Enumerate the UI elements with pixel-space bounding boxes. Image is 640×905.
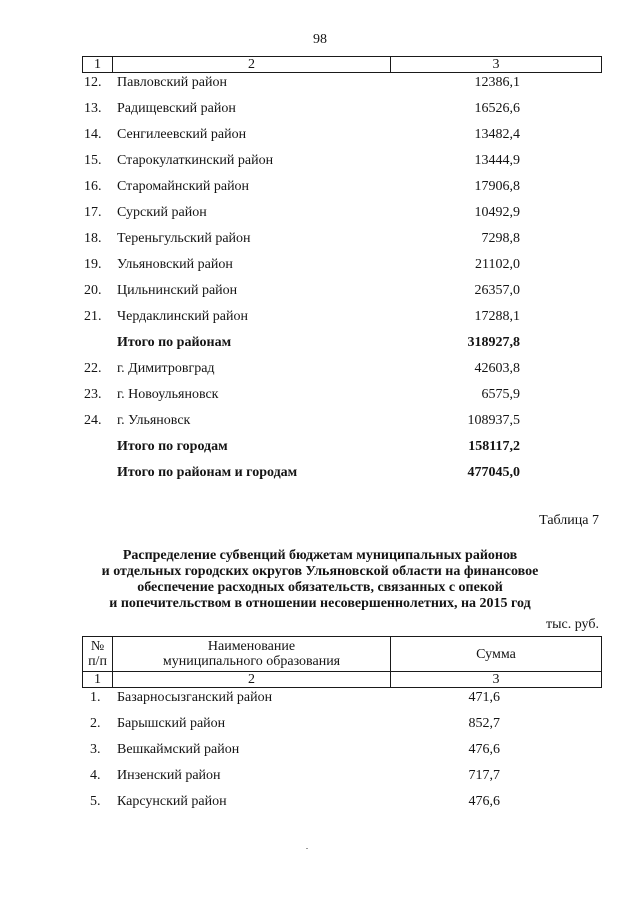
table-row bbox=[0, 716, 640, 736]
row-name: Карсунский район bbox=[117, 794, 227, 809]
row-number: 4. bbox=[90, 768, 101, 783]
table6-col-2: 2 bbox=[113, 57, 391, 72]
table-row bbox=[0, 127, 640, 147]
title-line: Распределение субвенций бюджетам муниципальных районов bbox=[122, 548, 518, 563]
row-name: Павловский район bbox=[117, 75, 227, 90]
table-row bbox=[0, 413, 640, 433]
row-name: Сурский район bbox=[117, 205, 207, 220]
row-number: 1. bbox=[90, 690, 101, 705]
header-number-line1: № bbox=[90, 639, 105, 654]
row-value: 13482,4 bbox=[474, 127, 520, 142]
row-name: Вешкаймский район bbox=[117, 742, 240, 757]
header-sum-column bbox=[391, 637, 601, 671]
row-number: 19. bbox=[84, 257, 102, 272]
table-row bbox=[0, 153, 640, 173]
total-row bbox=[0, 335, 640, 355]
header-sum: Сумма bbox=[476, 646, 516, 662]
row-number: 12. bbox=[84, 75, 102, 90]
row-value: 6575,9 bbox=[481, 387, 520, 402]
row-number: 20. bbox=[84, 283, 102, 298]
row-name: Итого по городам bbox=[117, 439, 228, 454]
row-value: 471,6 bbox=[468, 690, 500, 705]
row-value: 17906,8 bbox=[474, 179, 520, 194]
table-row bbox=[0, 387, 640, 407]
table7-title bbox=[60, 548, 580, 612]
row-name: Чердаклинский район bbox=[117, 309, 248, 324]
total-row bbox=[0, 439, 640, 459]
table-label: Таблица 7 bbox=[539, 513, 599, 528]
row-number: 18. bbox=[84, 231, 102, 246]
row-value: 26357,0 bbox=[474, 283, 520, 298]
table-row bbox=[0, 794, 640, 814]
row-name: г. Ульяновск bbox=[117, 413, 191, 428]
row-number: 24. bbox=[84, 413, 102, 428]
table-row bbox=[0, 690, 640, 710]
row-name: Итого по районам и городам bbox=[117, 465, 298, 480]
header-number-column bbox=[83, 637, 113, 671]
row-number: 23. bbox=[84, 387, 102, 402]
header-name-line2: муниципального образования bbox=[162, 654, 341, 669]
title-line: обеспечение расходных обязательств, связанных с опекой bbox=[137, 580, 503, 595]
row-value: 7298,8 bbox=[481, 231, 520, 246]
row-value: 17288,1 bbox=[474, 309, 520, 324]
row-name: Барышский район bbox=[117, 716, 226, 731]
row-value: 10492,9 bbox=[474, 205, 520, 220]
table6-column-header bbox=[82, 56, 602, 73]
row-number: 16. bbox=[84, 179, 102, 194]
row-name: Старомайнский район bbox=[117, 179, 250, 194]
table7-col-3: 3 bbox=[492, 672, 500, 687]
row-number: 14. bbox=[84, 127, 102, 142]
row-value: 476,6 bbox=[468, 794, 500, 809]
row-value: 13444,9 bbox=[474, 153, 520, 168]
header-name-column bbox=[113, 637, 391, 671]
title-line: и отдельных городских округов Ульяновской области на финансовое bbox=[101, 564, 539, 579]
table-row bbox=[0, 361, 640, 381]
table-row bbox=[0, 179, 640, 199]
header-name-line1: Наименование bbox=[207, 639, 296, 654]
row-name: Радищевский район bbox=[117, 101, 236, 116]
row-name: г. Новоульяновск bbox=[117, 387, 219, 402]
row-number: 15. bbox=[84, 153, 102, 168]
table-row bbox=[0, 768, 640, 788]
table-row bbox=[0, 205, 640, 225]
row-value: 318927,8 bbox=[467, 335, 520, 350]
row-name: Сенгилеевский район bbox=[117, 127, 247, 142]
table7-column-numbers bbox=[82, 671, 602, 688]
table7-header bbox=[82, 636, 602, 672]
row-value: 852,7 bbox=[468, 716, 500, 731]
table6-col-1: 1 bbox=[83, 57, 113, 72]
row-value: 16526,6 bbox=[474, 101, 520, 116]
row-name: Тереньгульский район bbox=[117, 231, 251, 246]
row-name: Инзенский район bbox=[117, 768, 221, 783]
row-name: г. Димитровград bbox=[117, 361, 215, 376]
units-label: тыс. руб. bbox=[546, 617, 599, 632]
row-number: 2. bbox=[90, 716, 101, 731]
row-value: 477045,0 bbox=[467, 465, 520, 480]
table-row bbox=[0, 75, 640, 95]
header-number-line2: п/п bbox=[88, 654, 107, 669]
row-name: Старокулаткинский район bbox=[117, 153, 274, 168]
row-number: 22. bbox=[84, 361, 102, 376]
table6-col-3: 3 bbox=[492, 57, 500, 72]
row-name: Итого по районам bbox=[117, 335, 232, 350]
table7-col-1: 1 bbox=[83, 672, 113, 687]
row-value: 717,7 bbox=[468, 768, 500, 783]
table-row bbox=[0, 742, 640, 762]
row-value: 21102,0 bbox=[475, 257, 520, 272]
title-line: и попечительством в отношении несовершеннолетних, на 2015 год bbox=[109, 596, 531, 611]
row-value: 108937,5 bbox=[467, 413, 520, 428]
row-number: 21. bbox=[84, 309, 102, 324]
row-number: 5. bbox=[90, 794, 101, 809]
row-name: Базарносызганский район bbox=[117, 690, 273, 705]
table-row bbox=[0, 231, 640, 251]
row-number: 3. bbox=[90, 742, 101, 757]
row-number: 17. bbox=[84, 205, 102, 220]
table-row bbox=[0, 257, 640, 277]
table-row bbox=[0, 101, 640, 121]
row-value: 476,6 bbox=[468, 742, 500, 757]
table-row bbox=[0, 309, 640, 329]
page-number: 98 bbox=[313, 32, 327, 47]
table-row bbox=[0, 283, 640, 303]
total-row bbox=[0, 465, 640, 485]
row-value: 158117,2 bbox=[468, 439, 520, 454]
row-name: Цильнинский район bbox=[117, 283, 238, 298]
table7-col-2: 2 bbox=[113, 672, 391, 687]
row-name: Ульяновский район bbox=[117, 257, 233, 272]
row-value: 12386,1 bbox=[474, 75, 520, 90]
row-number: 13. bbox=[84, 101, 102, 116]
row-value: 42603,8 bbox=[474, 361, 520, 376]
scan-speck bbox=[306, 848, 308, 849]
